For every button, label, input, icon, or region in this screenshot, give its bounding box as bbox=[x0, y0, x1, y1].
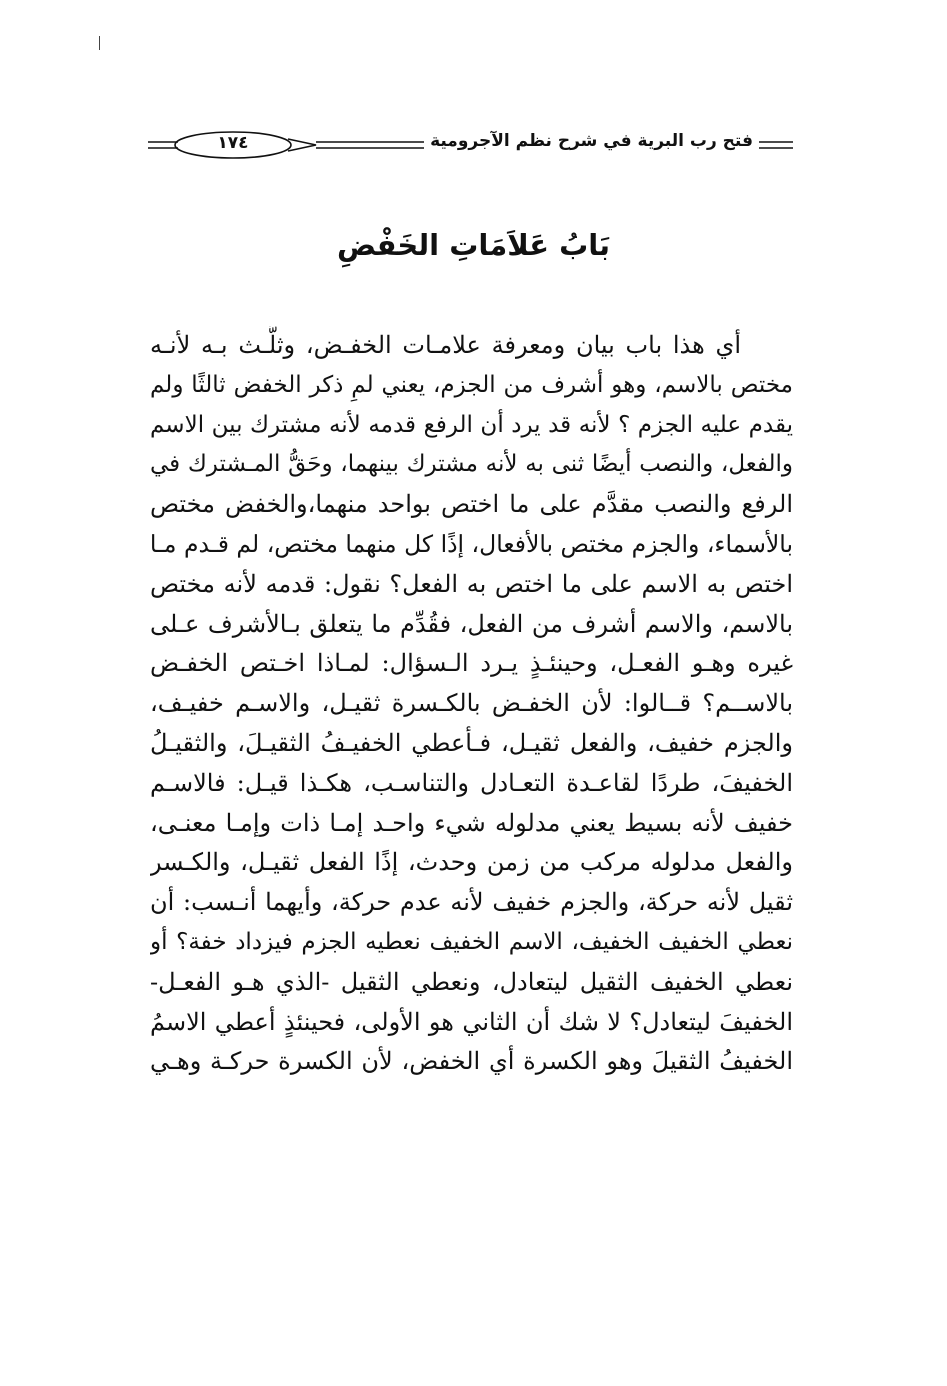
text-line: والفعل مدلوله مركب من زمن وحدث، إذًا الفعل ثقيـل، والكـسر bbox=[150, 848, 793, 877]
text-line: يقدم عليه الجزم ؟ لأنه قد يرد أن الرفع قدمه لأنه مشترك بين الاسم bbox=[150, 411, 793, 438]
running-header bbox=[148, 128, 793, 162]
chapter-heading: بَابُ عَلاَمَاتِ الخَفْضِ bbox=[336, 228, 611, 262]
text-line: الخفيفُ الثقيلَ وهو الكسرة أي الخفض، لأن الكسرة حركـة وهـي bbox=[150, 1047, 793, 1076]
text-line: بالأسماء، والجزم مختص بالأفعال، إذًا كل منهما مختص، لم قـدم مـا bbox=[150, 529, 793, 558]
text-line: نعطي الخفيف الخفيف، الاسم الخفيف نعطيه الجزم فيزداد خفة؟ أو bbox=[150, 928, 793, 955]
margin-mark bbox=[99, 36, 100, 50]
header-book-title: فتح رب البرية في شرح نظم الآجرومية bbox=[424, 131, 759, 151]
text-line: الرفع والنصب مقدَّم على ما اختص بواحد منهما،والخفض مختص bbox=[150, 490, 793, 519]
body-paragraph bbox=[150, 326, 793, 1082]
text-line: أي هذا باب بيان ومعرفة علامـات الخفـض، وثلَّـث بـه لأنـه bbox=[150, 331, 741, 359]
text-line: اختص به الاسم على ما اختص به الفعل؟ نقول: قدمه لأنه مختص bbox=[150, 569, 793, 598]
text-line: بالاسم، والاسم أشرف من الفعل، فقُدِّم ما يتعلق بـالأشرف عـلى bbox=[150, 609, 793, 638]
text-line: نعطي الخفيف الثقيل ليتعادل، ونعطي الثقيل -الذي هـو الفعـل- bbox=[150, 967, 793, 996]
text-line: الخفيفَ، طردًا لقاعـدة التعـادل والتناسـب، هكـذا قيـل: فالاسـم bbox=[150, 768, 793, 797]
text-line: والفعل، والنصب أيضًا ثنى به لأنه مشترك بينهما، وحَقُّ المـشترك في bbox=[150, 451, 793, 478]
page-number: ١٧٤ bbox=[217, 133, 249, 153]
text-line: خفيف لأنه بسيط يعني مدلوله شيء واحـد إمـا ذات وإمـا معنـى، bbox=[150, 808, 793, 837]
text-line: بالاســم؟ قــالوا: لأن الخفـض بالكـسرة ثقيـل، والاسـم خفيـف، bbox=[150, 689, 793, 718]
text-line: الخفيفَ ليتعادل؟ لا شك أن الثاني هو الأولى، فحينئذٍ أعطي الاسمُ bbox=[150, 1007, 793, 1036]
text-line: غيره وهـو الفعـل، وحينئـذٍ يـرد الـسؤال: لمـاذا اخـتص الخفـض bbox=[150, 649, 793, 678]
text-line: ثقيل لأنه حركة، والجزم خفيف لأنه عدم حركة، وأيهما أنـسب: أن bbox=[150, 888, 793, 917]
text-line: والجزم خفيف، والفعل ثقيـل، فـأعطي الخفيـفُ الثقيـلَ، والثقيـلُ bbox=[150, 728, 793, 757]
text-line: مختص بالاسم، وهو أشرف من الجزم، يعني لمِ ذكر الخفض ثالثًا ولم bbox=[150, 371, 793, 398]
